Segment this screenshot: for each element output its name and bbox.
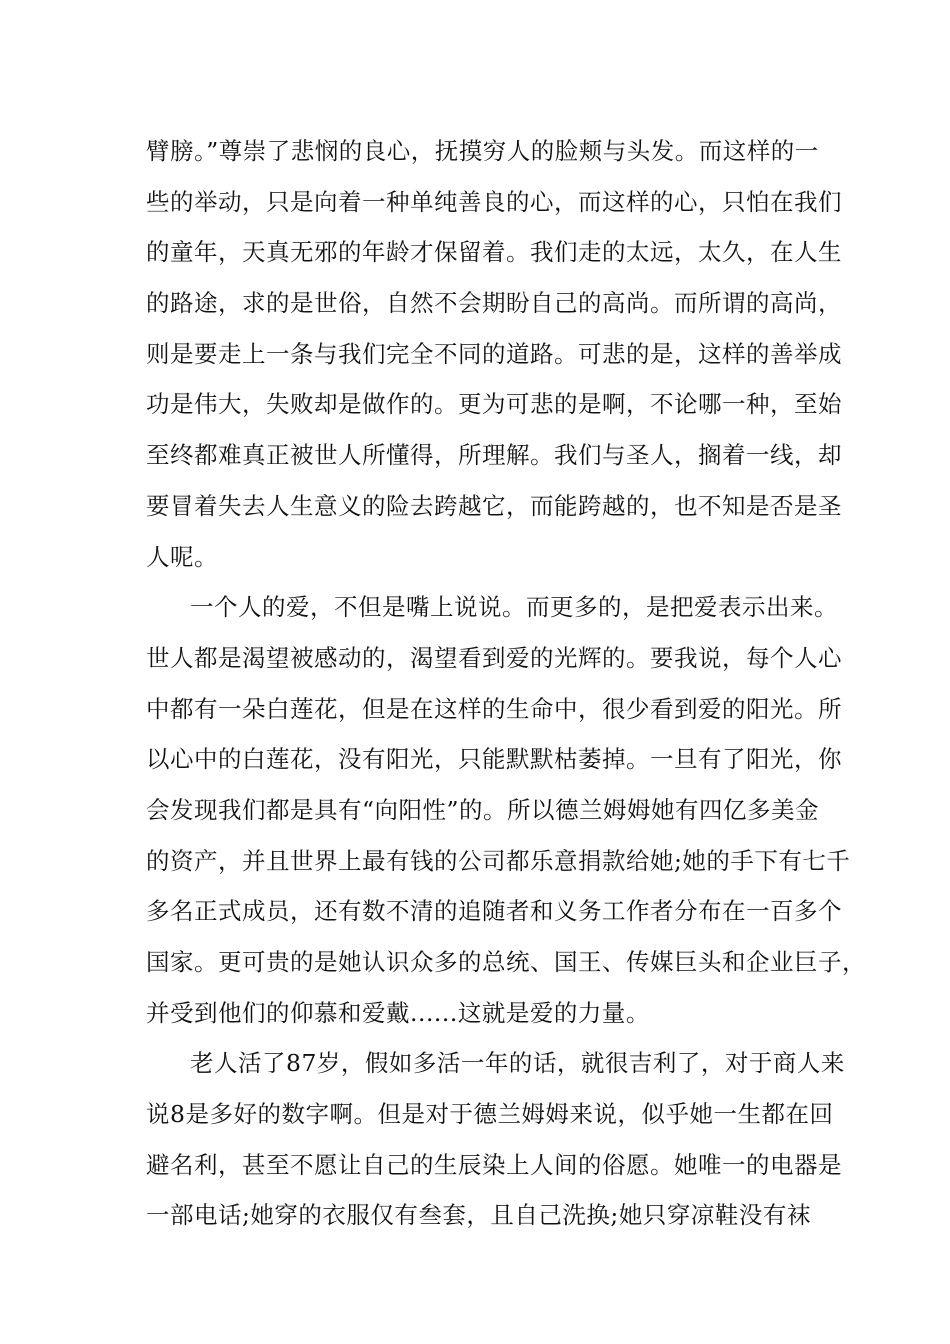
text-line: 些的举动，只是向着一种单纯善良的心，而这样的心，只怕在我们 bbox=[146, 187, 842, 216]
text-line: 会发现我们都是具有“向阳性”的。所以德兰姆姆她有四亿多美金 bbox=[146, 795, 820, 824]
text-line: 以心中的白莲花，没有阳光，只能默默枯萎掉。一旦有了阳光，你 bbox=[146, 745, 842, 774]
text-line: 老人活了87岁，假如多活一年的话，就很吉利了，对于商人来 bbox=[190, 1049, 845, 1078]
text-line: 中都有一朵白莲花，但是在这样的生命中，很少看到爱的阳光。所 bbox=[146, 694, 842, 723]
text-line: 的资产，并且世界上最有钱的公司都乐意捐款给她;她的手下有七千 bbox=[146, 846, 851, 875]
text-line: 国家。更可贵的是她认识众多的总统、国王、传媒巨头和企业巨子， bbox=[146, 948, 866, 976]
text-line: 则是要走上一条与我们完全不同的道路。可悲的是，这样的善举成 bbox=[146, 339, 842, 368]
text-line: 的童年，天真无邪的年龄才保留着。我们走的太远，太久，在人生 bbox=[146, 238, 842, 267]
text-line: 要冒着失去人生意义的险去跨越它，而能跨越的，也不知是否是圣 bbox=[146, 491, 842, 520]
body-text bbox=[146, 126, 866, 1241]
text-line: 至终都难真正被世人所懂得，所理解。我们与圣人，搁着一线，却 bbox=[146, 441, 842, 470]
text-line: 避名利，甚至不愿让自己的生辰染上人间的俗愿。她唯一的电器是 bbox=[146, 1150, 842, 1179]
text-line: 的路途，求的是世俗，自然不会期盼自己的高尚。而所谓的高尚， bbox=[146, 289, 842, 318]
text-line: 说8是多好的数字啊。但是对于德兰姆姆来说，似乎她一生都在回 bbox=[146, 1100, 834, 1129]
paragraph-1 bbox=[146, 126, 842, 582]
paragraph-3 bbox=[146, 1038, 845, 1241]
text-line: 功是伟大，失败却是做作的。更为可悲的是啊，不论哪一种，至始 bbox=[146, 390, 842, 419]
text-line: 多名正式成员，还有数不清的追随者和义务工作者分布在一百多个 bbox=[146, 897, 842, 926]
text-line: 世人都是渴望被感动的，渴望看到爱的光辉的。要我说，每个人心 bbox=[146, 643, 842, 672]
text-line: 臂膀。”尊崇了悲悯的良心，抚摸穷人的脸颊与头发。而这样的一 bbox=[146, 137, 819, 165]
text-line: 并受到他们的仰慕和爱戴......这就是爱的力量。 bbox=[146, 998, 650, 1027]
text-line: 人呢。 bbox=[146, 542, 218, 571]
text-line: 一部电话;她穿的衣服仅有叁套，且自己洗换;她只穿凉鞋没有袜 bbox=[146, 1201, 811, 1230]
text-line: 一个人的爱，不但是嘴上说说。而更多的，是把爱表示出来。 bbox=[190, 593, 838, 622]
paragraph-2 bbox=[146, 582, 866, 1038]
